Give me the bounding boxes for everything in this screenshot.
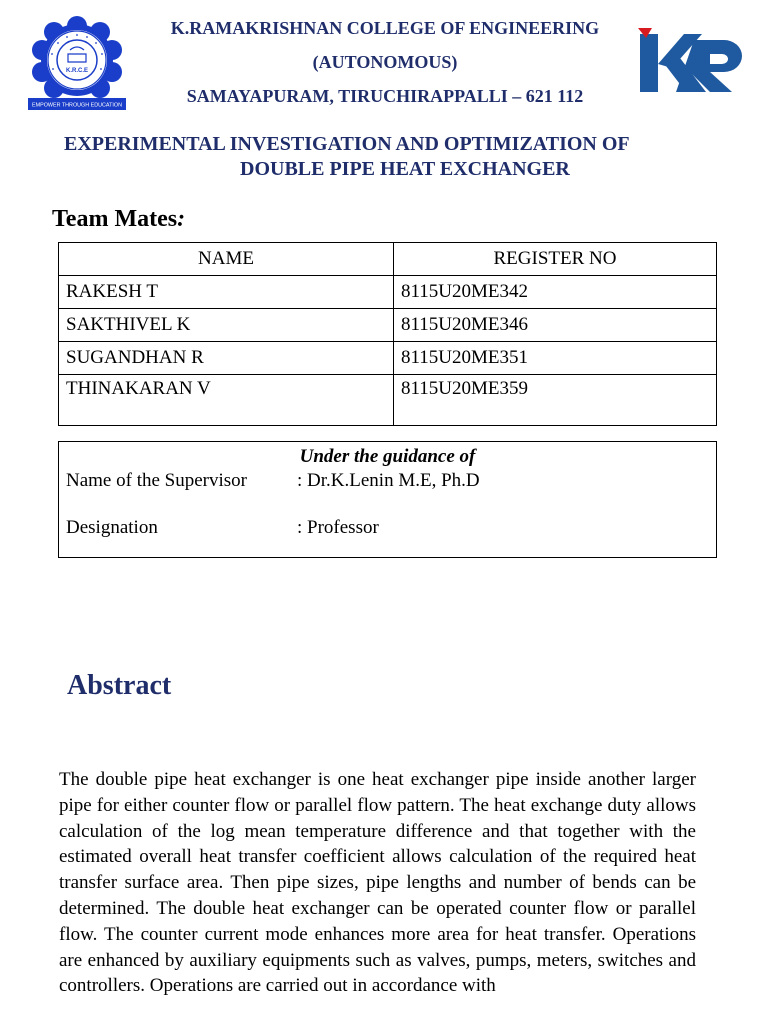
- member-register-no: 8115U20ME342: [394, 276, 717, 309]
- table-row: [59, 342, 717, 375]
- project-title-line-2: DOUBLE PIPE HEAT EXCHANGER: [240, 158, 570, 180]
- team-members-table: [58, 242, 717, 426]
- project-title-line-1: EXPERIMENTAL INVESTIGATION AND OPTIMIZATION OF: [64, 133, 630, 155]
- college-name: K.RAMAKRISHNAN COLLEGE OF ENGINEERING: [170, 18, 600, 38]
- member-register-no: 8115U20ME346: [394, 309, 717, 342]
- autonomous-label: (AUTONOMOUS): [312, 52, 458, 72]
- table-row: [59, 375, 717, 426]
- seal-center-text: K.R.C.E: [65, 68, 89, 74]
- abstract-heading: Abstract: [67, 670, 172, 701]
- table-row: [59, 309, 717, 342]
- member-register-no: 8115U20ME359: [394, 375, 717, 426]
- team-mates-text: Team Mates: [52, 206, 178, 232]
- college-seal-logo: [24, 14, 130, 112]
- designation-label: Designation: [66, 517, 158, 538]
- supervisor-label: Name of the Supervisor: [66, 470, 247, 491]
- seal-banner-text: EMPOWER THROUGH EDUCATION: [32, 102, 122, 109]
- member-name: RAKESH T: [59, 276, 394, 309]
- guidance-box: [58, 441, 717, 558]
- register-no-column-header: REGISTER NO: [394, 243, 717, 276]
- member-name: THINAKARAN V: [59, 375, 394, 426]
- kr-brand-logo: [636, 24, 750, 96]
- designation-value: : Professor: [297, 517, 379, 538]
- abstract-text: The double pipe heat exchanger is one heat exchanger pipe inside another larger pipe for either counter flow or parallel flow pattern. The heat exchange duty allows calculation of the log mean temperature difference and that together with the estimated overall heat transfer coefficient allows calculation of the required heat transfer surface area. Then pipe sizes, pipe lengths and number of bends can be determined. The double heat exchanger can be operated counter flow or parallel flow. The counter current mode enhances more area for heat transfer. Operations are enhanced by auxiliary equipments such as valves, pumps, meters, switches and controllers. Operations are carried out in accordance with: [59, 769, 696, 997]
- member-register-no: 8115U20ME351: [394, 342, 717, 375]
- guidance-heading: Under the guidance of: [299, 446, 476, 467]
- member-name: SAKTHIVEL K: [59, 309, 394, 342]
- team-mates-label: [52, 206, 185, 233]
- table-header-row: [59, 243, 717, 276]
- member-name: SUGANDHAN R: [59, 342, 394, 375]
- supervisor-value: : Dr.K.Lenin M.E, Ph.D: [297, 470, 480, 491]
- team-mates-colon: :: [177, 206, 186, 232]
- table-row: [59, 276, 717, 309]
- college-address: SAMAYAPURAM, TIRUCHIRAPPALLI – 621 112: [186, 86, 584, 106]
- name-column-header: NAME: [59, 243, 394, 276]
